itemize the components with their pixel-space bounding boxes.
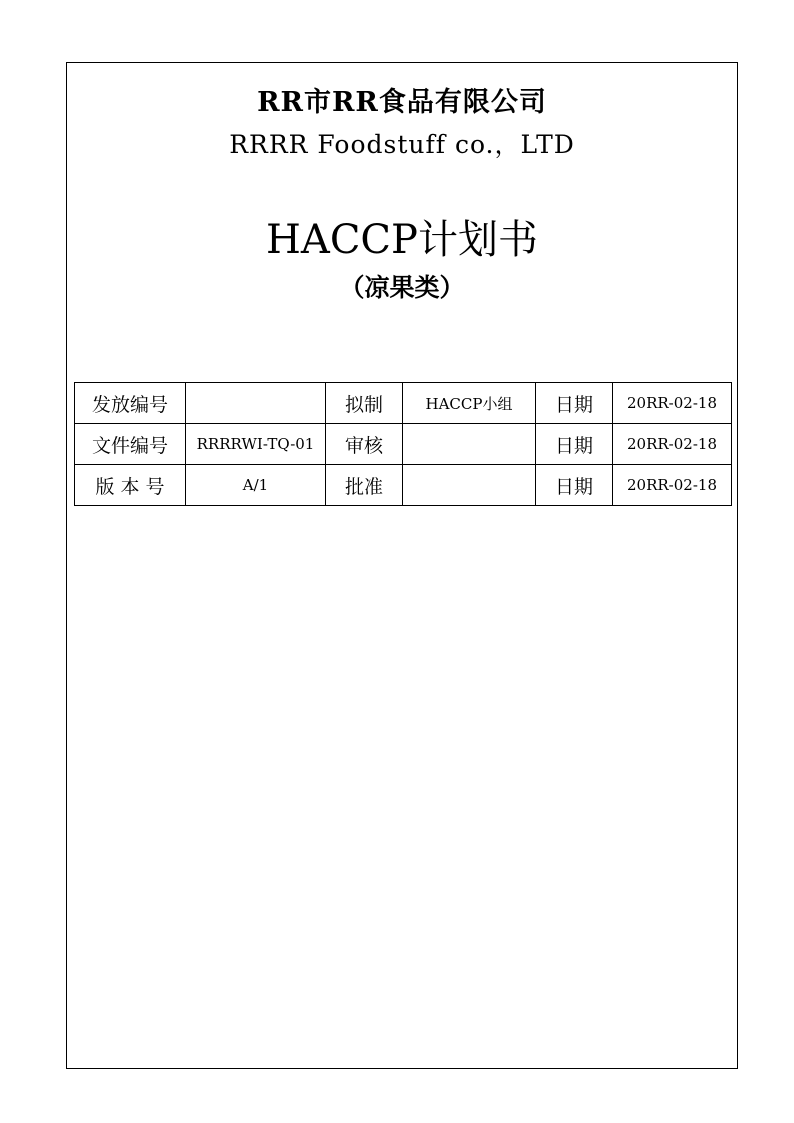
document-info-table (74, 382, 732, 506)
issue-number-label: 发放编号 (75, 383, 186, 424)
company-name-cn: RR市RR食品有限公司 (257, 87, 547, 118)
date-value: 20RR-02-18 (613, 383, 732, 424)
table-row (75, 424, 732, 465)
version-label: 版 本 号 (75, 465, 186, 506)
date-label: 日期 (536, 465, 613, 506)
reviewed-by-value (403, 424, 536, 465)
table-row (75, 383, 732, 424)
date-value: 20RR-02-18 (613, 465, 732, 506)
file-number-value: RRRRWI-TQ-01 (186, 424, 326, 465)
date-value: 20RR-02-18 (613, 424, 732, 465)
drafted-by-label: 拟制 (326, 383, 403, 424)
file-number-label: 文件编号 (75, 424, 186, 465)
approved-by-value (403, 465, 536, 506)
issue-number-value (186, 383, 326, 424)
approved-by-label: 批准 (326, 465, 403, 506)
company-name-en: RRRR Foodstuff co.，LTD (229, 130, 575, 159)
date-label: 日期 (536, 383, 613, 424)
document-subtitle: （凉果类） (339, 273, 465, 302)
reviewed-by-label: 审核 (326, 424, 403, 465)
table-row (75, 465, 732, 506)
drafted-by-value: HACCP小组 (403, 383, 536, 424)
version-value: A/1 (186, 465, 326, 506)
date-label: 日期 (536, 424, 613, 465)
document-title: HACCP计划书 (266, 217, 538, 263)
